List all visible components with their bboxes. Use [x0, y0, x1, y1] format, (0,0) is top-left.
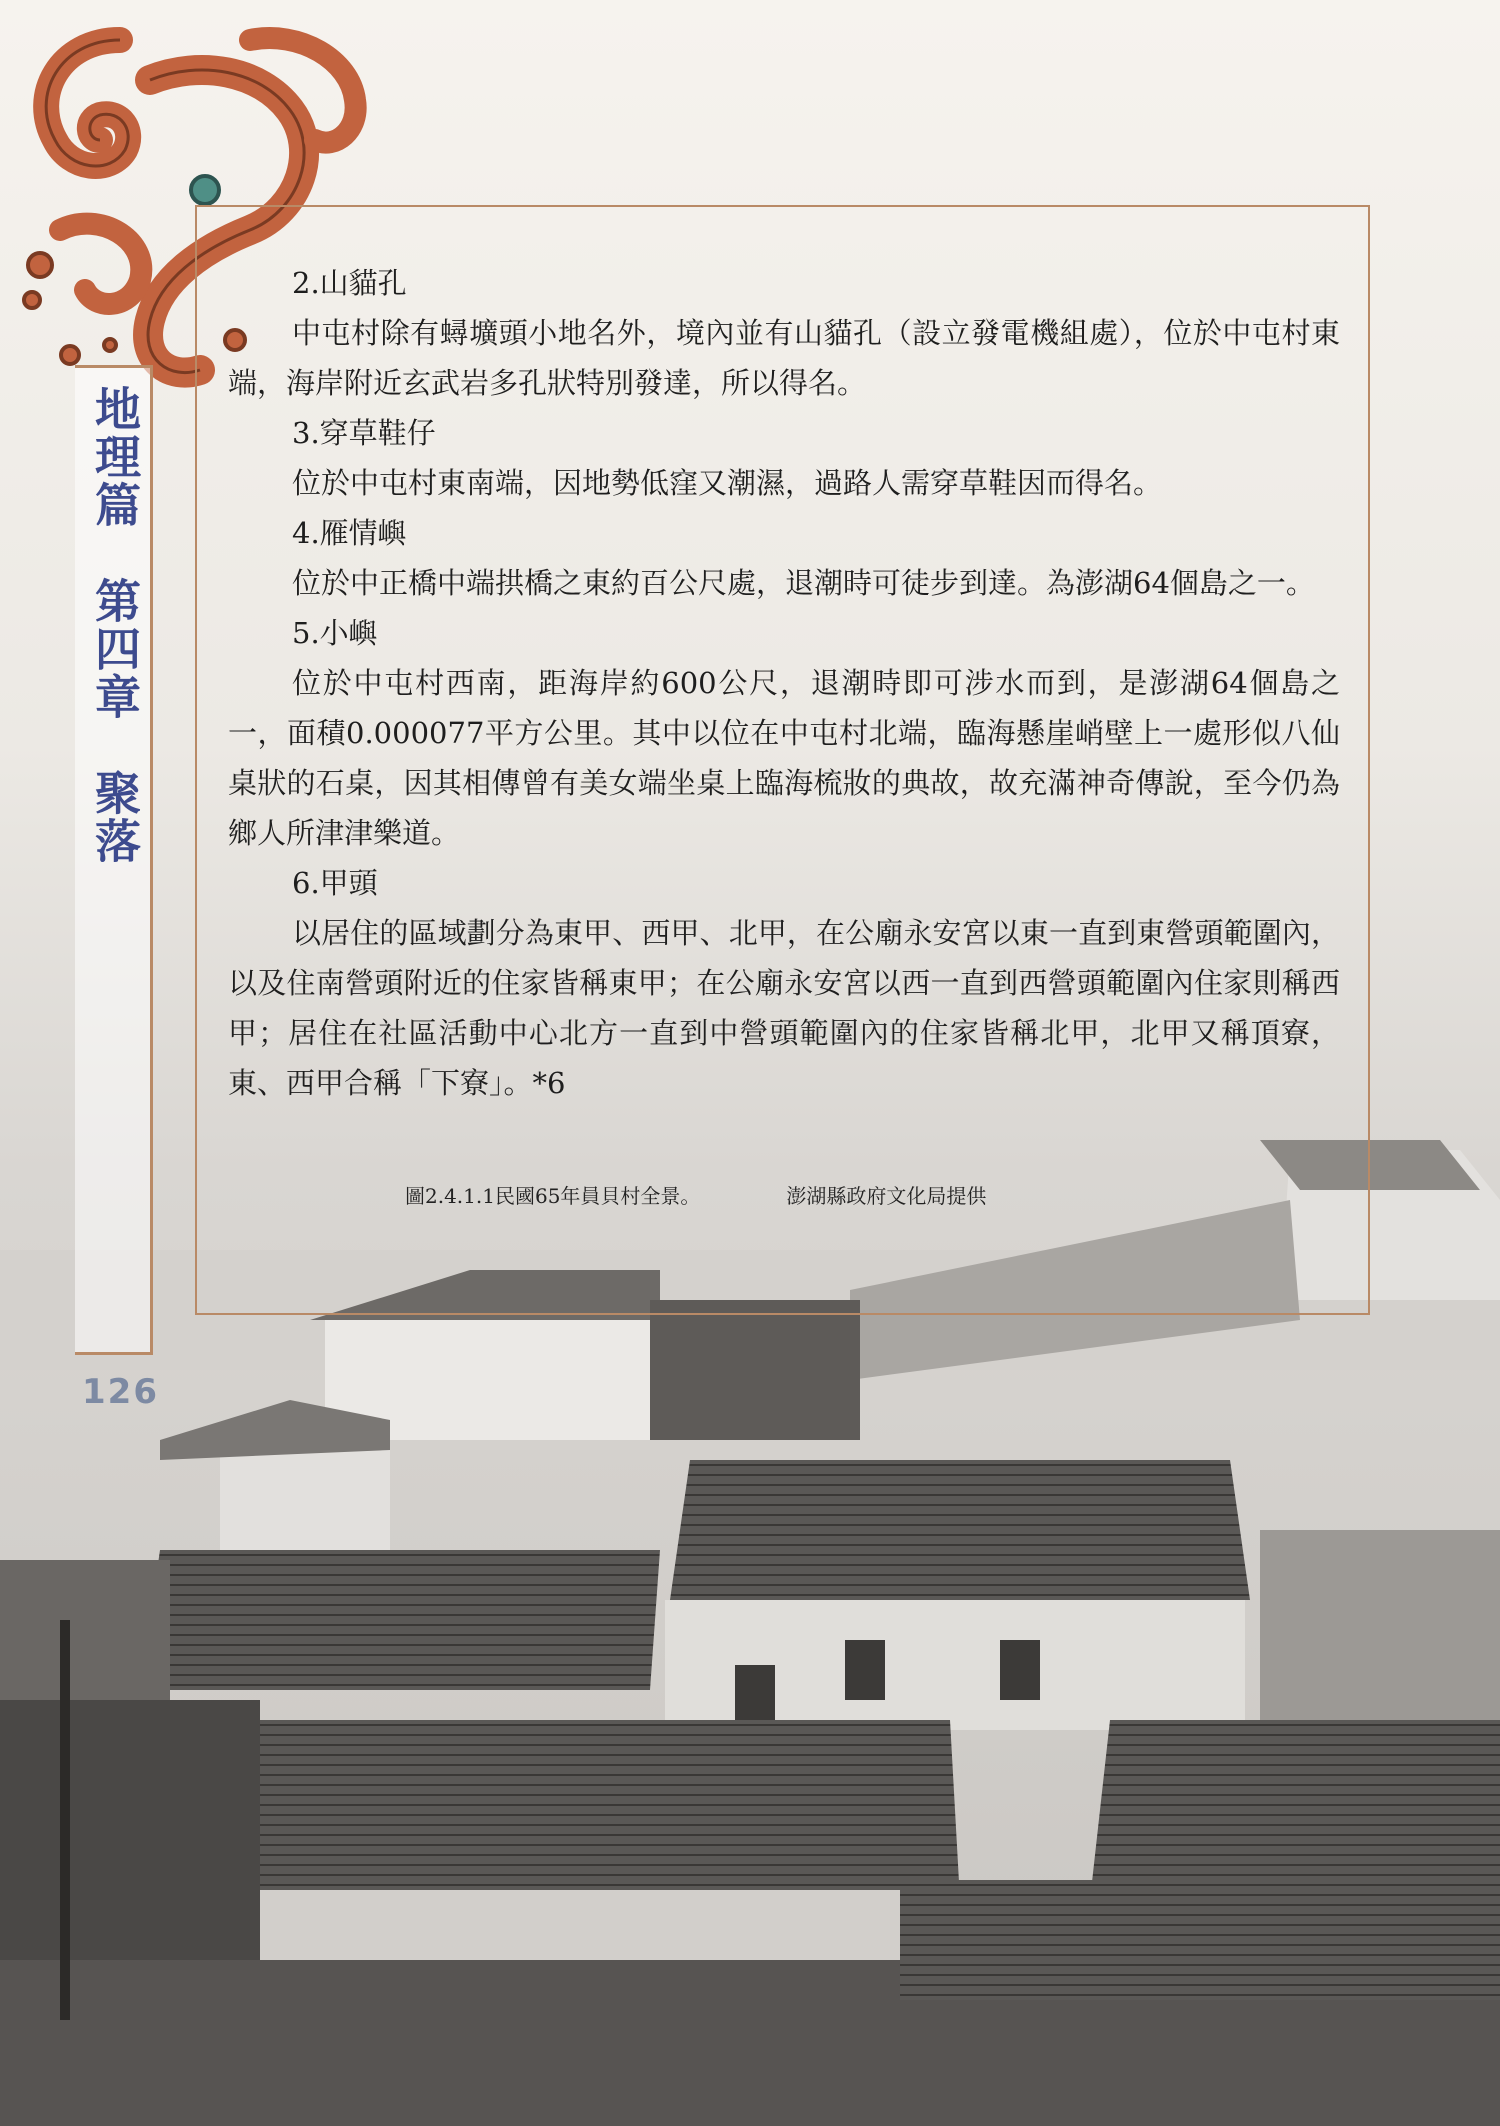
paragraph: 位於中屯村西南，距海岸約600公尺，退潮時即可涉水而到，是澎湖64個島之一，面積0.000077平方公里。其中以位在中屯村北端，臨海懸崖峭壁上一處形似八仙桌狀的石桌，因其相傳曾有美女端坐桌上臨海梳妝的典故，故充滿神奇傳說，至今仍為鄉人所津津樂道。 [228, 666, 1340, 850]
section-heading: 6.甲頭 [292, 866, 378, 900]
paragraph: 位於中正橋中端拱橋之東約百公尺處，退潮時可徒步到達。為澎湖64個島之一。 [292, 566, 1315, 600]
paragraph: 中屯村除有蟳壙頭小地名外，境內並有山貓孔（設立發電機組處），位於中屯村東端，海岸附近玄武岩多孔狀特別發達，所以得名。 [228, 316, 1340, 400]
section-heading: 2.山貓孔 [292, 266, 407, 300]
section-heading: 5.小嶼 [292, 616, 378, 650]
section-heading: 3.穿草鞋仔 [292, 416, 436, 450]
figure-caption [405, 1180, 986, 1209]
caption-source: 澎湖縣政府文化局提供 [786, 1184, 987, 1208]
page-number: 126 [82, 1372, 159, 1412]
paragraph: 位於中屯村東南端，因地勢低窪又潮濕，過路人需穿草鞋因而得名。 [292, 466, 1163, 500]
section-heading: 4.雁情嶼 [292, 516, 407, 550]
caption-text: 圖2.4.1.1民國65年員貝村全景。 [405, 1184, 701, 1208]
paragraph: 以居住的區域劃分為東甲、西甲、北甲，在公廟永安宮以東一直到東營頭範圍內，以及住南營頭附近的住家皆稱東甲；在公廟永安宮以西一直到西營頭範圍內住家則稱西甲；居住在社區活動中心北方一直到中營頭範圍內的住家皆稱北甲，北甲又稱頂寮，東、西甲合稱「下寮」。*6 [228, 916, 1340, 1100]
body-text [228, 258, 1340, 1108]
chapter-title: 地理篇 第四章 聚落 [88, 385, 142, 865]
